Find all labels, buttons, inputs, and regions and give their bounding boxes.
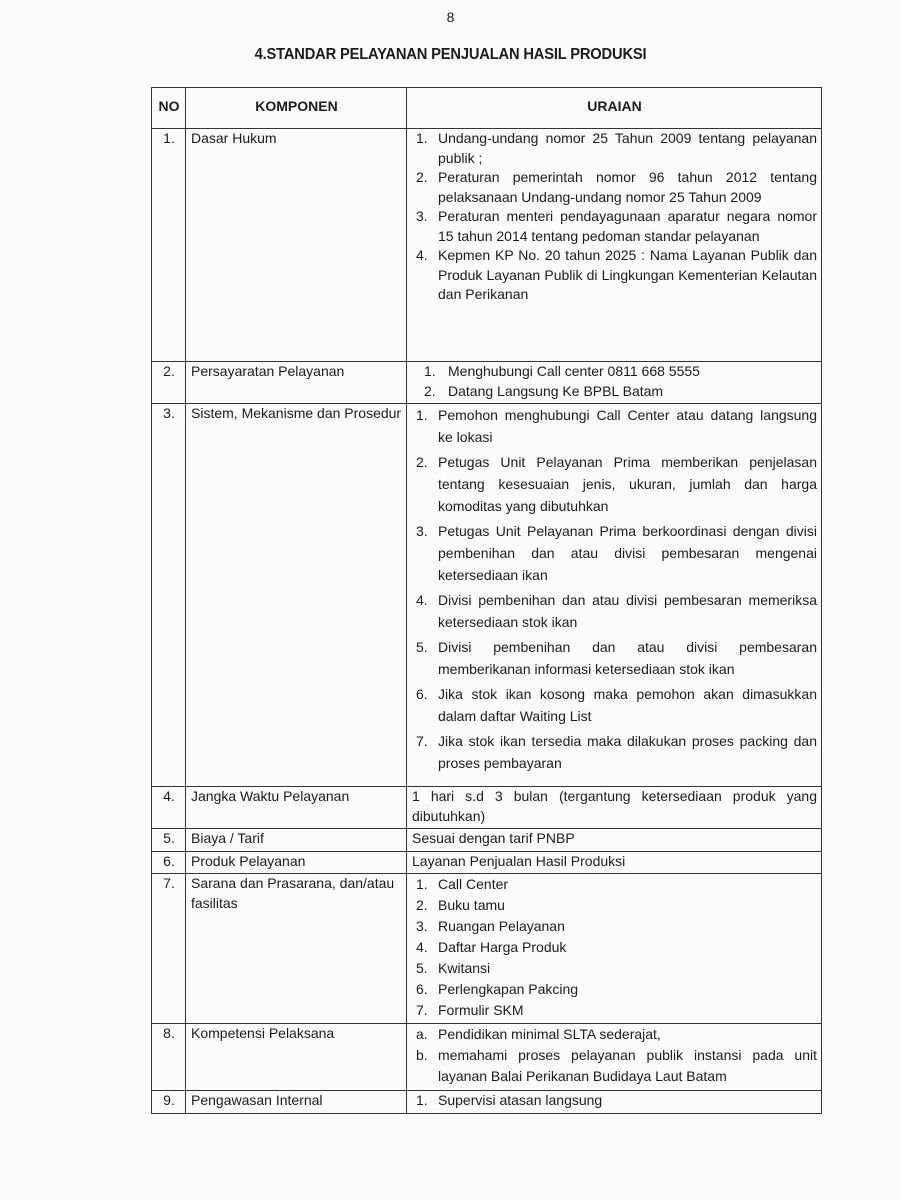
table-header-row [152,88,822,129]
list-item: 6. Perlengkapan Pakcing [416,981,579,997]
row-number: 5. [152,829,186,852]
service-standard-table [151,87,822,1114]
row-uraian: Layanan Penjualan Hasil Produksi [407,851,822,874]
page-number: 8 [446,9,455,25]
list-item: 4. Divisi pembenihan dan atau divisi pembesaran memeriksa ketersediaan stok ikan [416,592,817,630]
row-komponen: Produk Pelayanan [186,851,407,874]
list-item: b. memahami proses pelayanan publik instansi pada unit layanan Balai Perikanan Budidaya Laut Batam [416,1047,817,1084]
uraian-list [412,1091,817,1111]
table-row [152,1091,822,1114]
document-title: 4.STANDAR PELAYANAN PENJUALAN HASIL PRODUKSI [254,46,647,63]
row-komponen: Pengawasan Internal [186,1091,407,1114]
row-komponen: Kompetensi Pelaksana [186,1024,407,1091]
table-row [152,851,822,874]
row-komponen: Persayaratan Pelayanan [186,362,407,404]
list-item: 1. Call Center [416,876,509,892]
row-komponen: Sarana dan Prasarana, dan/atau fasilitas [186,874,407,1024]
list-item: 3. Petugas Unit Pelayanan Prima berkoordinasi dengan divisi pembenihan dan atau divisi pembesaran mengenai ketersediaan ikan [416,523,817,583]
row-number: 3. [152,404,186,787]
row-number: 8. [152,1024,186,1091]
list-item: 4. Daftar Harga Produk [416,939,567,955]
list-item: 4. Kepmen KP No. 20 tahun 2025 : Nama Layanan Publik dan Produk Layanan Publik di Lingkungan Kementerian Kelautan dan Perikanan [416,247,817,302]
list-item: 2. Buku tamu [416,897,505,913]
row-komponen: Dasar Hukum [186,129,407,362]
row-number: 9. [152,1091,186,1114]
row-uraian [407,129,822,362]
list-item: 5. Kwitansi [416,960,491,976]
list-item: 6. Jika stok ikan kosong maka pemohon akan dimasukkan dalam daftar Waiting List [416,686,817,724]
list-item: 1. Undang-undang nomor 25 Tahun 2009 tentang pelayanan publik ; [416,130,817,166]
uraian-list [412,1024,817,1087]
header-komponen: KOMPONEN [186,88,407,129]
uraian-list [412,362,817,401]
table-row [152,129,822,362]
list-item: 1. Supervisi atasan langsung [416,1092,603,1108]
row-komponen: Sistem, Mekanisme dan Prosedur [186,404,407,787]
list-item: 1. Pemohon menghubungi Call Center atau datang langsung ke lokasi [416,407,817,445]
row-number: 2. [152,362,186,404]
list-item: 2. Datang Langsung Ke BPBL Batam [424,382,664,399]
uraian-list [412,404,817,774]
table-row [152,362,822,404]
uraian-list [412,874,817,1021]
list-item: 5. Divisi pembenihan dan atau divisi pembesaran memberikanan informasi ketersediaan stok ikan [416,639,817,677]
row-number: 1. [152,129,186,362]
header-no: NO [152,88,186,129]
row-uraian: Sesuai dengan tarif PNBP [407,829,822,852]
table-row [152,787,822,829]
row-number: 4. [152,787,186,829]
row-komponen: Biaya / Tarif [186,829,407,852]
list-item: 7. Jika stok ikan tersedia maka dilakukan proses packing dan proses pembayaran [416,733,817,771]
row-uraian: 1 hari s.d 3 bulan (tergantung ketersediaan produk yang dibutuhkan) [407,787,822,829]
header-uraian: URAIAN [407,88,822,129]
row-uraian [407,404,822,787]
table-row [152,829,822,852]
row-uraian [407,1024,822,1091]
list-item: 1. Menghubungi Call center 0811 668 5555 [424,363,700,379]
row-number: 7. [152,874,186,1024]
row-uraian [407,1091,822,1114]
table-row [152,874,822,1024]
list-item: 2. Peraturan pemerintah nomor 96 tahun 2012 tentang pelaksanaan Undang-undang nomor 25 Tahun 2009 [416,169,817,205]
list-item: 3. Ruangan Pelayanan [416,918,565,934]
row-uraian [407,362,822,404]
row-number: 6. [152,851,186,874]
table-row [152,404,822,787]
list-item: 2. Petugas Unit Pelayanan Prima memberikan penjelasan tentang kesesuaian jenis, ukuran, jumlah dan harga komoditas yang dibutuhkan [416,454,817,514]
row-uraian [407,874,822,1024]
row-komponen: Jangka Waktu Pelayanan [186,787,407,829]
list-item: 7. Formulir SKM [416,1002,524,1018]
list-item: a. Pendidikan minimal SLTA sederajat, [416,1026,661,1042]
list-item: 3. Peraturan menteri pendayagunaan aparatur negara nomor 15 tahun 2014 tentang pedoman standar pelayanan [416,208,817,244]
table-row [152,1024,822,1091]
uraian-list [412,129,817,305]
